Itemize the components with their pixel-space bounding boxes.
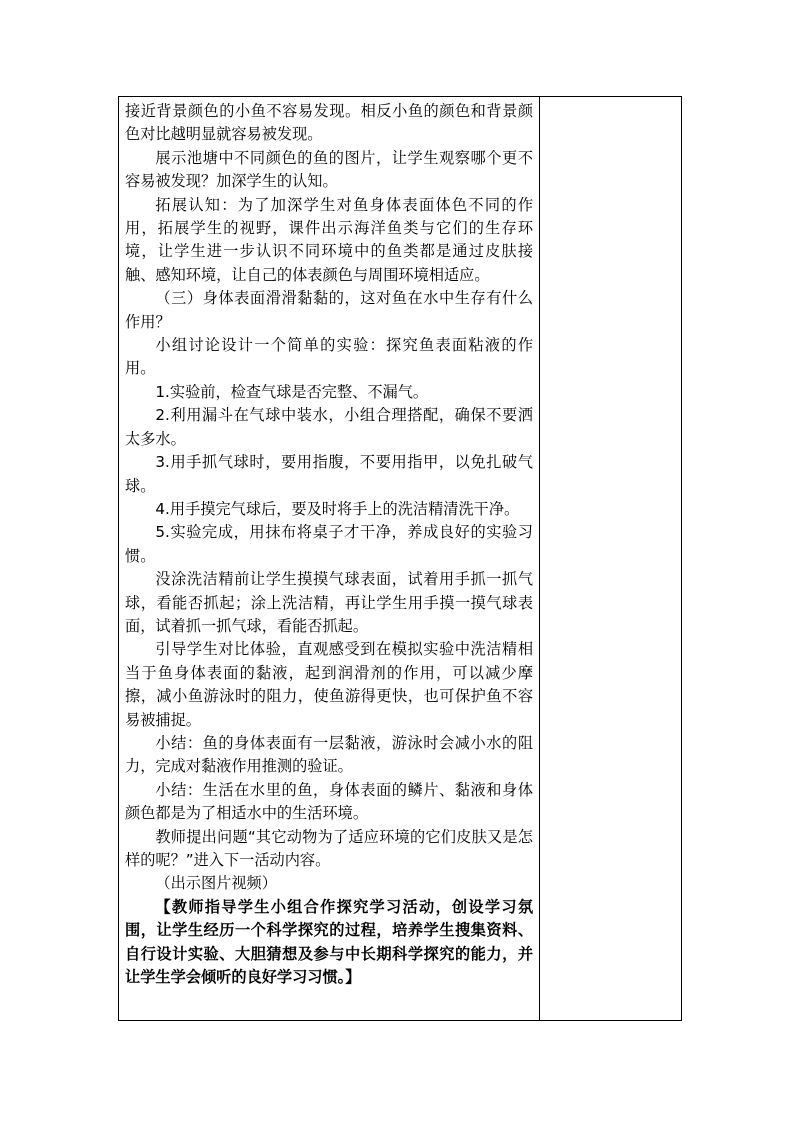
section-heading: （三）身体表面滑滑黏黏的，这对鱼在水中生存有什么作用？	[125, 289, 533, 331]
list-item: 3.用手抓气球时，要用指腹，不要用指甲，以免扎破气球。	[125, 453, 533, 495]
list-item: 2.利用漏斗在气球中装水，小组合理搭配，确保不要洒太多水。	[125, 406, 533, 448]
list-item: 4.用手摸完气球后，要及时将手上的洗洁精清洗干净。	[155, 499, 520, 518]
summary-paragraph: 小结：鱼的身体表面有一层黏液，游泳时会减小水的阻力，完成对黏液作用推测的验证。	[125, 733, 533, 776]
content-body	[119, 97, 539, 989]
notes-body	[540, 97, 681, 100]
paragraph: 小组讨论设计一个简单的实验：探究鱼表面粘液的作用。	[125, 336, 533, 378]
content-cell	[119, 97, 540, 1021]
list-item: 5.实验完成，用抹布将桌子才干净，养成良好的实验习惯。	[125, 523, 533, 565]
teacher-note: 【教师指导学生小组合作探究学习活动，创设学习氛围，让学生经历一个科学探究的过程，培养学生搜集资料、自行设计实验、大胆猜想及参与中长期科学探究的能力，并让学生学会倾听的良好学习习惯。】	[125, 897, 533, 987]
paragraph: （出示图片视频）	[155, 874, 277, 893]
paragraph: 教师提出问题“其它动物为了适应环境的它们皮肤又是怎样的呢？”进入下一活动内容。	[125, 827, 533, 869]
paragraph: 展示池塘中不同颜色的鱼的图片，让学生观察哪个更不容易被发现？加深学生的认知。	[125, 148, 533, 191]
summary-paragraph: 小结：生活在水里的鱼，身体表面的鳞片、黏液和身体颜色都是为了相适水中的生活环境。	[125, 780, 533, 823]
table-row	[119, 97, 682, 1021]
lesson-table	[118, 96, 682, 1021]
paragraph: 没涂洗洁精前让学生摸摸气球表面，试着用手抓一抓气球，看能否抓起；涂上洗洁精，再让学生用手摸一摸气球表面，试着抓一抓气球，看能否抓起。	[125, 570, 533, 635]
list-item: 1.实验前，检查气球是否完整、不漏气。	[155, 382, 429, 401]
paragraph: 引导学生对比体验，直观感受到在模拟实验中洗洁精相当于鱼身体表面的黏液，起到润滑剂的作用，可以减少摩擦，减小鱼游泳时的阻力，使鱼游得更快，也可保护鱼不容易被捕捉。	[125, 640, 533, 729]
paragraph: 拓展认知：为了加深学生对鱼身体表面体色不同的作用，拓展学生的视野，课件出示海洋鱼类与它们的生存环境，让学生进一步认识不同环境中的鱼类都是通过皮肤接触、感知环境，让自己的体表颜色与周围环境相适应。	[125, 195, 533, 284]
paragraph: 接近背景颜色的小鱼不容易发现。相反小鱼的颜色和背景颜色对比越明显就容易被发现。	[125, 102, 533, 144]
notes-cell	[540, 97, 682, 1021]
